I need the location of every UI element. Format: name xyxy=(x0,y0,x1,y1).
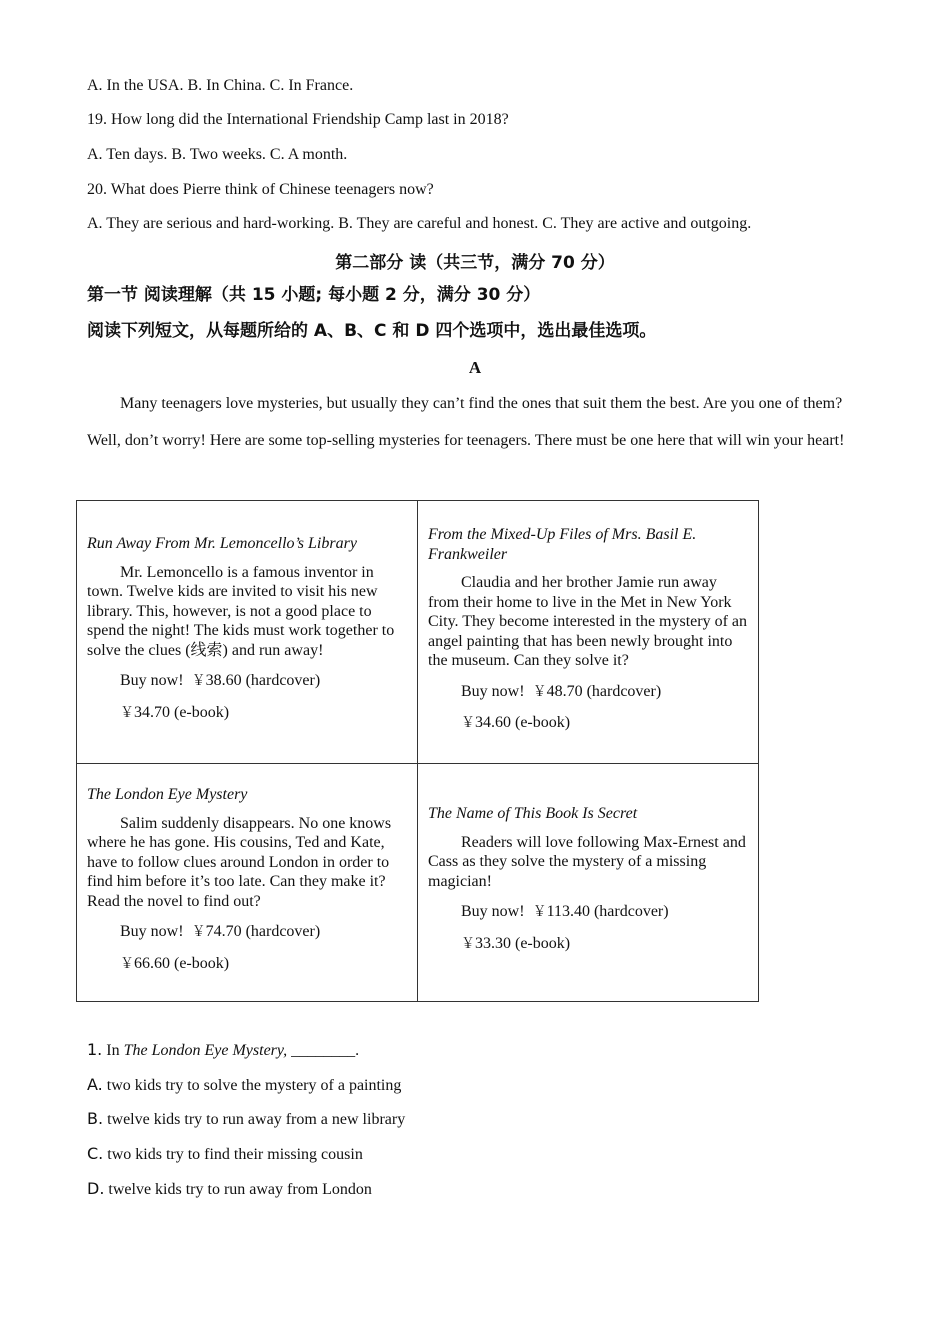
ebook-price: ￥66.60 (e-book) xyxy=(120,954,230,972)
book-title: From the Mixed-Up Files of Mrs. Basil E. Frankweiler xyxy=(428,526,697,563)
listening-options-20: A. They are serious and hard-working. B. They are careful and honest. C. They are active and outgoing. xyxy=(87,215,752,232)
subsection-title: 第一节 阅读理解（共 15 小题; 每小题 2 分，满分 30 分） xyxy=(87,285,541,305)
hardcover-price: Buy now! ￥113.40 (hardcover) xyxy=(461,903,669,920)
book-cell-2 xyxy=(418,501,759,764)
listening-options-18: A. In the USA. B. In China. C. In France. xyxy=(87,77,354,94)
ebook-price: ￥34.60 (e-book) xyxy=(461,714,571,731)
book-table xyxy=(76,500,759,1002)
yen-symbol: ￥ xyxy=(532,904,547,920)
yen-symbol: ￥ xyxy=(191,673,206,689)
option-text: two kids try to find their missing cousin xyxy=(107,1146,363,1163)
option-text: two kids try to solve the mystery of a painting xyxy=(106,1077,402,1094)
book-description: Mr. Lemoncello is a famous inventor in town. Twelve kids are invited to visit his new library. This, however, is not a good place to spend the night! The kids must work together to solve the clues (线索) and run away! xyxy=(87,563,395,659)
listening-options-19: A. Ten days. B. Two weeks. C. A month. xyxy=(87,146,348,163)
yen-symbol: ￥ xyxy=(461,935,475,952)
yen-symbol: ￥ xyxy=(532,683,547,700)
gloss-text: 线索 xyxy=(190,641,223,659)
option-letter: C. xyxy=(87,1144,104,1163)
option-d xyxy=(87,1179,372,1200)
yen-symbol: ￥ xyxy=(120,955,134,972)
option-a xyxy=(87,1075,401,1096)
part-title: 第二部分 读（共三节，满分 70 分） xyxy=(335,253,615,273)
yen-symbol: ￥ xyxy=(461,715,475,731)
option-letter: B. xyxy=(87,1109,104,1128)
listening-question-20: 20. What does Pierre think of Chinese teenagers now? xyxy=(87,181,434,198)
option-text: twelve kids try to run away from a new library xyxy=(107,1111,406,1128)
passage-intro: Many teenagers love mysteries, but usually they can’t find the ones that suit them the best. Are you one of them? Well, don’t worry! Here are some top-selling mysteries for teenagers. There must be one here that will win your heart! xyxy=(87,395,845,449)
book-description: Readers will love following Max-Ernest and Cass as they solve the mystery of a missing magician! xyxy=(428,833,746,890)
option-letter: A. xyxy=(87,1075,103,1094)
hardcover-price: Buy now! ￥38.60 (hardcover) xyxy=(120,672,321,689)
book-description: Claudia and her brother Jamie run away from their home to live in the Met in New York City. They become interested in the mystery of an angel painting that has been newly brought into the museum. Can they solve it? xyxy=(428,574,748,669)
answer-blank: ________. xyxy=(291,1042,360,1059)
reading-instruction: 阅读下列短文，从每题所给的 A、B、C 和 D 四个选项中，选出最佳选项。 xyxy=(87,321,657,341)
option-b xyxy=(87,1109,405,1130)
hardcover-price: Buy now! ￥48.70 (hardcover) xyxy=(461,682,662,700)
passage-label: A xyxy=(468,358,482,377)
listening-question-19: 19. How long did the International Friendship Camp last in 2018? xyxy=(87,111,509,128)
option-text: twelve kids try to run away from London xyxy=(108,1181,372,1198)
question-1: 1. In The London Eye Mystery, ________. xyxy=(87,1040,360,1059)
ebook-price: ￥34.70 (e-book) xyxy=(120,703,230,721)
yen-symbol: ￥ xyxy=(120,704,134,721)
book-cell-3 xyxy=(77,764,418,1002)
book-title: The London Eye Mystery xyxy=(87,786,248,803)
yen-symbol: ￥ xyxy=(191,924,206,940)
book-title: Run Away From Mr. Lemoncello’s Library xyxy=(87,535,357,552)
option-letter: D. xyxy=(87,1179,105,1198)
question-number: 1. xyxy=(87,1040,103,1059)
question-book-title: The London Eye Mystery, xyxy=(123,1042,288,1059)
book-cell-4 xyxy=(418,764,759,1002)
book-title: The Name of This Book Is Secret xyxy=(428,805,638,822)
book-cell-1 xyxy=(77,501,418,764)
hardcover-price: Buy now! ￥74.70 (hardcover) xyxy=(120,923,321,940)
book-description: Salim suddenly disappears. No one knows where he has gone. His cousins, Ted and Kate, have to follow clues around London in order to find him before it’s too late. Can they make it? Read the novel to find out? xyxy=(87,814,392,910)
ebook-price: ￥33.30 (e-book) xyxy=(461,934,571,952)
option-c xyxy=(87,1144,363,1165)
